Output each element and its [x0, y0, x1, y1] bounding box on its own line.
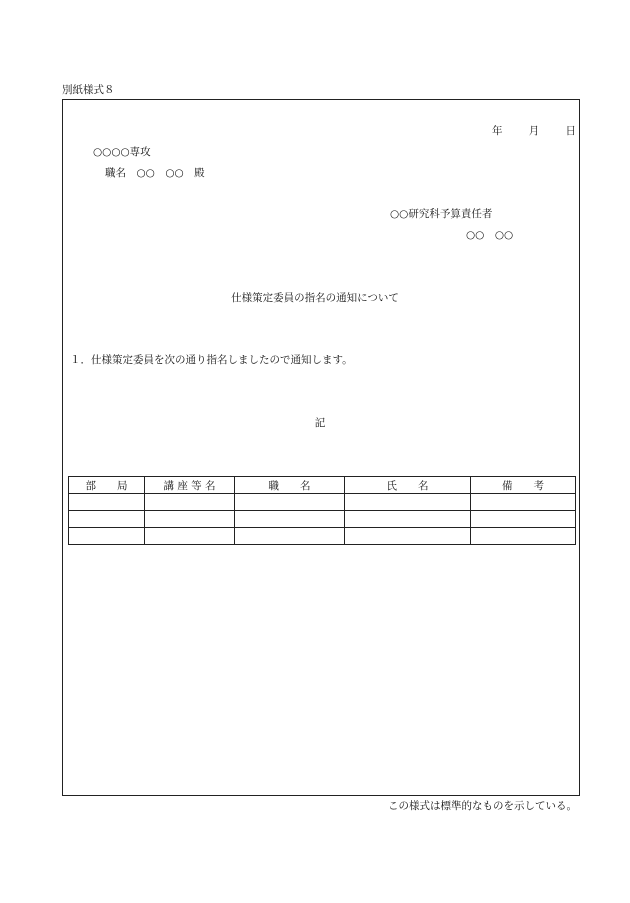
- table-cell[interactable]: [69, 494, 145, 511]
- table-row: [69, 511, 576, 528]
- table-cell[interactable]: [471, 494, 576, 511]
- date-year: 年: [492, 125, 503, 137]
- date-month: 月: [528, 125, 540, 137]
- header-position: 職 名: [235, 477, 345, 494]
- recipient-department: ○○○○専攻: [93, 146, 151, 158]
- table-row: [69, 494, 576, 511]
- header-remarks: 備 考: [471, 477, 576, 494]
- header-department: 部 局: [69, 477, 145, 494]
- footer-note: この様式は標準的なものを示している。: [388, 800, 577, 812]
- table-cell[interactable]: [235, 494, 345, 511]
- sender-title: ○○研究科予算責任者: [390, 208, 493, 220]
- document-frame: [62, 99, 580, 796]
- ki-heading: 記: [314, 417, 326, 429]
- table-cell[interactable]: [145, 511, 235, 528]
- table-cell[interactable]: [345, 528, 471, 545]
- table-header-row: [69, 477, 576, 494]
- document-subject: 仕様策定委員の指名の通知について: [231, 292, 399, 304]
- sender-name: ○○ ○○: [466, 229, 514, 241]
- table-cell[interactable]: [345, 494, 471, 511]
- header-lab: 講 座 等 名: [145, 477, 235, 494]
- table-cell[interactable]: [69, 528, 145, 545]
- table-row: [69, 528, 576, 545]
- table-cell[interactable]: [345, 511, 471, 528]
- table-cell[interactable]: [69, 511, 145, 528]
- recipient-title-name: 職名 ○○ ○○ 殿: [105, 167, 205, 179]
- date-day: 日: [565, 125, 576, 137]
- form-label: 別紙様式８: [62, 84, 115, 96]
- body-text: １．仕様策定委員を次の通り指名しましたので通知します。: [70, 354, 353, 366]
- table-cell[interactable]: [235, 511, 345, 528]
- table-cell[interactable]: [471, 528, 576, 545]
- date-line: [492, 126, 576, 137]
- table-cell[interactable]: [145, 528, 235, 545]
- committee-table: [68, 476, 576, 545]
- table-cell[interactable]: [145, 494, 235, 511]
- header-name: 氏 名: [345, 477, 471, 494]
- table-cell[interactable]: [235, 528, 345, 545]
- table-cell[interactable]: [471, 511, 576, 528]
